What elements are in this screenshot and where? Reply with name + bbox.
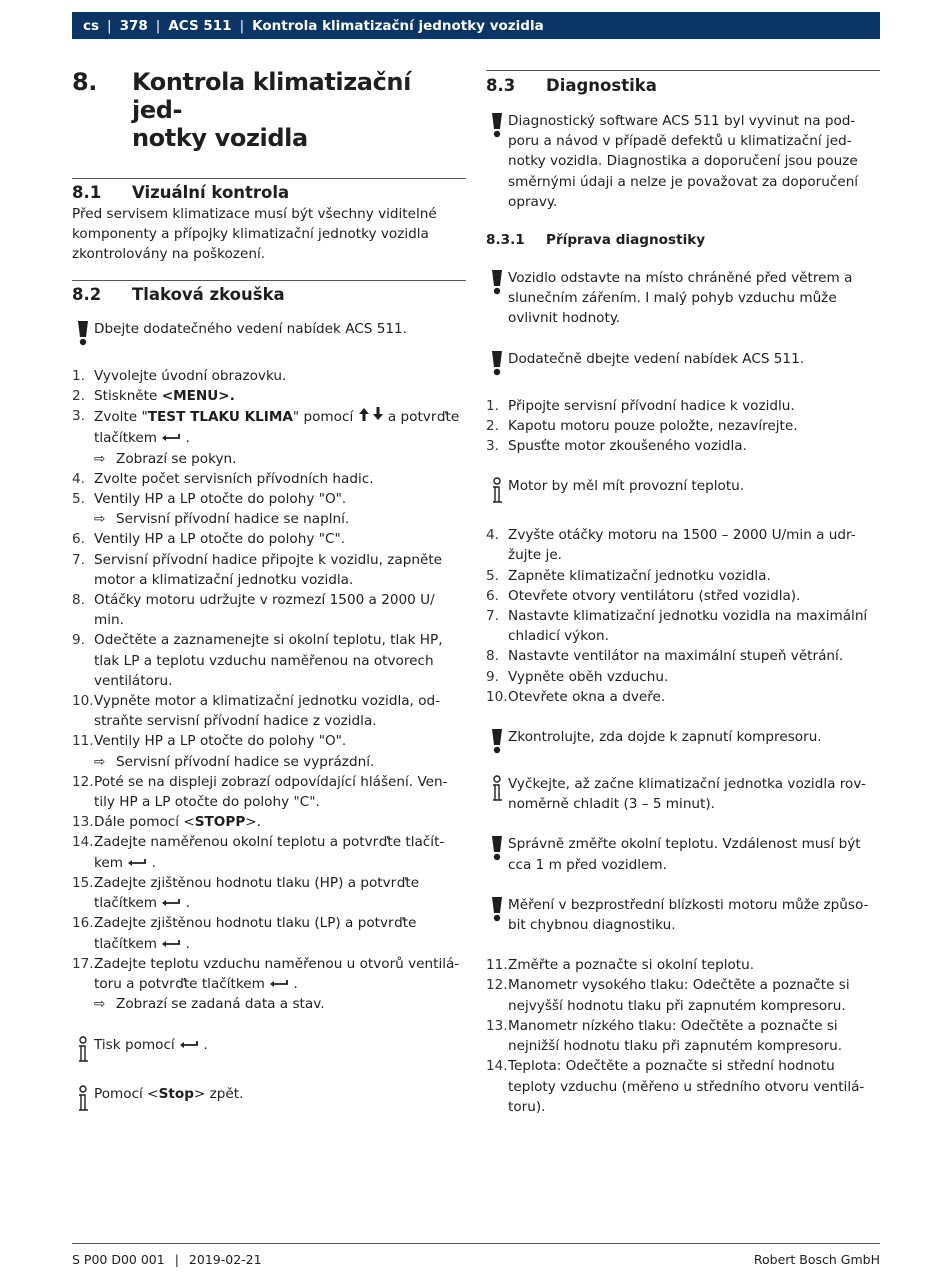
diagnostics-steps <box>486 955 880 1117</box>
step-text-part: a potvrďte tlačítkem <box>94 409 460 447</box>
step-number: 3. <box>72 408 85 425</box>
step-number: 5. <box>486 567 499 584</box>
list-item <box>72 913 466 954</box>
list-item <box>72 489 466 509</box>
list-item <box>72 772 466 812</box>
warning-note-text: Dodatečně dbejte vedení nabídek ACS 511. <box>508 350 805 367</box>
step-text <box>94 832 466 873</box>
step-number: 2. <box>486 417 499 434</box>
step-text <box>94 812 261 832</box>
info-note <box>486 476 880 505</box>
step-text-part: Stiskněte <box>94 387 162 404</box>
list-item <box>72 832 466 873</box>
enter-key-icon <box>161 428 181 448</box>
exclamation-icon <box>486 268 508 295</box>
list-item <box>72 469 466 489</box>
info-icon <box>486 476 508 505</box>
info-icon <box>72 1084 94 1113</box>
step-number: 7. <box>486 608 499 625</box>
step-number: 3. <box>486 438 499 455</box>
list-item <box>486 566 880 586</box>
footer-date: 2019-02-21 <box>188 1252 262 1267</box>
exclamation-icon <box>486 834 508 861</box>
list-item <box>486 667 880 687</box>
step-text-part: Dále pomocí < <box>94 814 195 831</box>
step-result <box>72 449 466 469</box>
info-text-part: Tisk pomocí <box>94 1036 180 1053</box>
enter-key-icon <box>269 974 289 994</box>
pressure-test-steps <box>72 366 466 449</box>
info-note <box>72 1084 466 1113</box>
warning-note <box>486 895 880 935</box>
step-number: 17. <box>72 955 94 972</box>
step-text-part: Zadejte teplotu vzduchu naměřenou u otvorů ventilá- toru a potvrďte tlačítkem <box>94 955 460 993</box>
exclamation-icon <box>486 895 508 922</box>
right-column <box>486 56 880 1117</box>
chapter-title-line-1: Kontrola klimatizační jed- <box>132 68 411 124</box>
diagnostics-steps <box>486 396 880 457</box>
section-number: 8.2 <box>72 284 102 304</box>
step-text: Ventily HP a LP otočte do polohy "O". <box>94 490 347 507</box>
step-text-part: . <box>181 935 190 952</box>
subsection-8-3-1-heading <box>486 230 880 250</box>
step-text: Poté se na displeji zobrazí odpovídající hlášení. Ven- tily HP a LP otočte do polohy "C". <box>94 773 448 810</box>
subsection-title: Příprava diagnostiky <box>546 232 706 249</box>
header-separator: | <box>155 17 161 34</box>
stop-key-label: STOPP <box>194 814 246 831</box>
list-item <box>486 586 880 606</box>
list-item <box>486 687 880 707</box>
result-text: Servisní přívodní hadice se naplní. <box>116 511 350 528</box>
step-text-part: Zvolte " <box>94 409 148 426</box>
list-item <box>486 1016 880 1056</box>
warning-note <box>486 349 880 376</box>
step-text: Nastavte ventilátor na maximální stupeň větrání. <box>508 648 844 665</box>
info-note-text: Motor by měl mít provozní teplotu. <box>508 478 745 495</box>
header-page-number: 378 <box>119 17 148 34</box>
subsection-number: 8.3.1 <box>486 232 525 249</box>
info-text-part: . <box>199 1036 208 1053</box>
step-text: Zapněte klimatizační jednotku vozidla. <box>508 567 771 584</box>
enter-key-icon <box>179 1035 199 1055</box>
step-text: Servisní přívodní hadice připojte k vozidlu, zapněte motor a klimatizační jednotku vozidla. <box>94 551 443 588</box>
step-number: 1. <box>72 367 85 384</box>
step-text: Připojte servisní přívodní hadice k vozidlu. <box>508 397 795 414</box>
step-text <box>94 913 466 954</box>
step-number: 9. <box>72 632 85 649</box>
step-text-part: . <box>289 976 298 993</box>
enter-key-icon <box>161 934 181 954</box>
list-item <box>72 691 466 731</box>
step-text <box>94 406 466 449</box>
footer-separator: | <box>174 1252 179 1267</box>
header-separator: | <box>239 17 245 34</box>
result-arrow-icon: ⇨ <box>94 511 106 528</box>
step-text <box>94 954 466 995</box>
list-item <box>72 873 466 914</box>
warning-note-text: Zkontrolujte, zda dojde k zapnutí kompresoru. <box>508 729 822 746</box>
chapter-title-line-2: notky vozidla <box>132 124 308 152</box>
step-number: 10. <box>72 692 94 709</box>
step-text: Vypněte oběh vzduchu. <box>508 668 669 685</box>
warning-note-text: Vozidlo odstavte na místo chráněné před větrem a slunečním zářením. I malý pohyb vzduchu může ovlivnit hodnoty. <box>508 270 853 327</box>
list-item <box>72 590 466 630</box>
result-arrow-icon: ⇨ <box>94 753 106 770</box>
list-item <box>486 955 880 975</box>
step-number: 12. <box>486 977 508 994</box>
step-text <box>94 873 466 914</box>
warning-note <box>72 319 466 346</box>
section-rule <box>72 280 466 281</box>
step-text: Ventily HP a LP otočte do polohy "O". <box>94 733 347 750</box>
step-text: Ventily HP a LP otočte do polohy "C". <box>94 531 346 548</box>
step-text-part: Zadejte zjištěnou hodnotu tlaku (HP) a potvrďte tlačítkem <box>94 874 420 912</box>
result-arrow-icon: ⇨ <box>94 450 106 467</box>
page-header-bar <box>72 12 880 39</box>
result-arrow-icon: ⇨ <box>94 996 106 1013</box>
stop-key-label: Stop <box>158 1085 194 1102</box>
footer-company: Robert Bosch GmbH <box>753 1252 880 1267</box>
warning-note-text: Diagnostický software ACS 511 byl vyvinut na pod- poru a návod v případě defektů u klimatizační jed- notky vozidla. Diagnostika a doporučení jsou pouze směrnými údaji a nelze je považovat za doporučení opravy. <box>508 113 859 210</box>
enter-key-icon <box>127 853 147 873</box>
warning-note-text: Správně změřte okolní teplotu. Vzdálenost musí být cca 1 m před vozidlem. <box>508 836 861 873</box>
chapter-number: 8. <box>72 68 98 96</box>
step-number: 6. <box>486 587 499 604</box>
section-8-3-heading <box>486 75 880 97</box>
step-text-part: >. <box>245 814 261 831</box>
list-item <box>486 416 880 436</box>
info-note <box>486 774 880 814</box>
warning-note <box>486 727 880 754</box>
info-text-part: > zpět. <box>193 1085 244 1102</box>
chapter-title-text <box>132 68 466 152</box>
section-title: Vizuální kontrola <box>132 183 290 202</box>
left-column <box>72 56 466 1113</box>
warning-note-text: Dbejte dodatečného vedení nabídek ACS 511. <box>94 320 407 337</box>
step-number: 5. <box>72 490 85 507</box>
section-8-1-heading <box>72 182 466 204</box>
step-text-part: Zadejte naměřenou okolní teplotu a potvrďte tlačít- kem <box>94 834 445 871</box>
info-note <box>72 1035 466 1064</box>
section-8-2-heading <box>72 284 466 306</box>
step-result <box>72 509 466 529</box>
step-text: Manometr nízkého tlaku: Odečtěte a poznačte si nejnižší hodnotu tlaku při zapnutém kompresoru. <box>508 1017 843 1055</box>
enter-key-icon <box>161 893 181 913</box>
info-text-part: Pomocí < <box>94 1085 159 1102</box>
step-number: 13. <box>72 814 94 831</box>
section-title: Diagnostika <box>546 76 657 95</box>
diagnostics-steps <box>486 525 880 707</box>
result-text: Zobrazí se pokyn. <box>116 450 237 467</box>
step-number: 13. <box>486 1017 508 1034</box>
list-item <box>486 646 880 666</box>
step-text: Manometr vysokého tlaku: Odečtěte a poznačte si nejvyšší hodnotu tlaku při zapnutém kompresoru. <box>508 977 850 1014</box>
step-number: 7. <box>72 551 85 568</box>
list-item <box>486 396 880 416</box>
footer-document-number: S P00 D00 001 <box>72 1252 165 1267</box>
step-number: 8. <box>72 591 85 608</box>
step-number: 10. <box>486 688 508 705</box>
section-8-1-text: Před servisem klimatizace musí být všechny viditelné komponenty a přípojky klimatizační jednotky vozidla zkontrolovány na poškození. <box>72 206 437 263</box>
exclamation-icon <box>486 111 508 138</box>
step-text: Otevřete okna a dveře. <box>508 688 666 705</box>
info-note-text: Vyčkejte, až začne klimatizační jednotka vozidla rov- noměrně chladit (3 – 5 minut). <box>508 776 866 813</box>
step-number: 1. <box>486 397 499 414</box>
list-item <box>486 606 880 646</box>
result-text: Zobrazí se zadaná data a stav. <box>116 996 325 1013</box>
header-title: Kontrola klimatizační jednotky vozidla <box>252 17 544 34</box>
list-item <box>72 954 466 995</box>
step-number: 12. <box>72 773 94 790</box>
list-item <box>72 529 466 549</box>
step-text: Nastavte klimatizační jednotku vozidla na maximální chladicí výkon. <box>508 608 868 645</box>
list-item <box>486 436 880 456</box>
step-text-part: . <box>181 430 190 447</box>
warning-note <box>486 111 880 212</box>
arrow-up-down-icon <box>358 406 384 428</box>
list-item <box>72 630 466 691</box>
step-number: 4. <box>486 527 499 544</box>
info-icon <box>486 774 508 803</box>
step-text: Vypněte motor a klimatizační jednotku vozidla, od- straňte servisní přívodní hadice z vozidla. <box>94 692 441 730</box>
step-text-part: . <box>147 854 156 871</box>
step-text: Spusťte motor zkoušeného vozidla. <box>508 438 747 455</box>
footer-left <box>72 1252 262 1267</box>
info-note-text <box>94 1084 243 1104</box>
step-number: 8. <box>486 648 499 665</box>
exclamation-icon <box>72 319 94 346</box>
step-text: Teplota: Odečtěte a poznačte si střední hodnotu teploty vzduchu (měřeno u středního otvoru ventilá- toru). <box>508 1058 865 1115</box>
step-text: Otevřete otvory ventilátoru (střed vozidla). <box>508 587 801 604</box>
menu-item-label: TEST TLAKU KLIMA <box>147 409 293 426</box>
chapter-title <box>72 68 466 152</box>
step-number: 9. <box>486 668 499 685</box>
info-note-text <box>94 1035 208 1055</box>
step-text: Vyvolejte úvodní obrazovku. <box>94 367 287 384</box>
list-item <box>486 975 880 1015</box>
step-text-part: . <box>181 895 190 912</box>
header-product: ACS 511 <box>168 17 232 34</box>
section-rule <box>486 70 880 71</box>
step-number: 6. <box>72 531 85 548</box>
step-number: 2. <box>72 387 85 404</box>
list-item <box>72 731 466 751</box>
pressure-test-steps <box>72 529 466 751</box>
step-number: 16. <box>72 915 94 932</box>
pressure-test-steps <box>72 469 466 509</box>
section-number: 8.1 <box>72 183 102 202</box>
step-text: Změřte a poznačte si okolní teplotu. <box>508 957 755 974</box>
step-number: 14. <box>486 1058 508 1075</box>
menu-key-label: <MENU>. <box>161 387 235 404</box>
list-item <box>72 406 466 449</box>
step-text: Kapotu motoru pouze položte, nezavírejte. <box>508 417 798 434</box>
list-item <box>72 366 466 386</box>
page-footer <box>72 1243 880 1267</box>
list-item <box>486 525 880 565</box>
step-number: 11. <box>486 957 508 974</box>
pressure-test-steps <box>72 772 466 995</box>
header-separator: | <box>107 17 112 34</box>
info-icon <box>72 1035 94 1064</box>
step-result <box>72 994 466 1014</box>
list-item <box>486 1056 880 1117</box>
header-language: cs <box>83 17 100 34</box>
warning-note-text: Měření v bezprostřední blízkosti motoru může způso- bit chybnou diagnostiku. <box>508 896 869 934</box>
step-text: Zvolte počet servisních přívodních hadic. <box>94 470 374 487</box>
step-number: 14. <box>72 834 94 851</box>
list-item <box>72 812 466 832</box>
exclamation-icon <box>486 727 508 754</box>
warning-note <box>486 268 880 329</box>
step-text-part: Zadejte zjištěnou hodnotu tlaku (LP) a potvrďte tlačítkem <box>94 915 417 952</box>
step-result <box>72 752 466 772</box>
step-text-part: " pomocí <box>292 409 358 426</box>
step-number: 15. <box>72 874 94 891</box>
result-text: Servisní přívodní hadice se vyprázdní. <box>116 753 375 770</box>
list-item <box>72 550 466 590</box>
warning-note <box>486 834 880 874</box>
step-number: 4. <box>72 470 85 487</box>
section-title: Tlaková zkouška <box>132 284 285 304</box>
section-rule <box>72 178 466 179</box>
step-number: 11. <box>72 733 94 750</box>
step-text: Odečtěte a zaznamenejte si okolní teplotu, tlak HP, tlak LP a teplotu vzduchu naměřenou na otvorech ventilátoru. <box>94 632 443 689</box>
step-text: Otáčky motoru udržujte v rozmezí 1500 a 2000 U/ min. <box>94 591 435 629</box>
step-text <box>94 386 235 406</box>
section-number: 8.3 <box>486 76 516 95</box>
list-item <box>72 386 466 406</box>
exclamation-icon <box>486 349 508 376</box>
step-text: Zvyšte otáčky motoru na 1500 – 2000 U/min a udr- žujte je. <box>508 527 856 564</box>
